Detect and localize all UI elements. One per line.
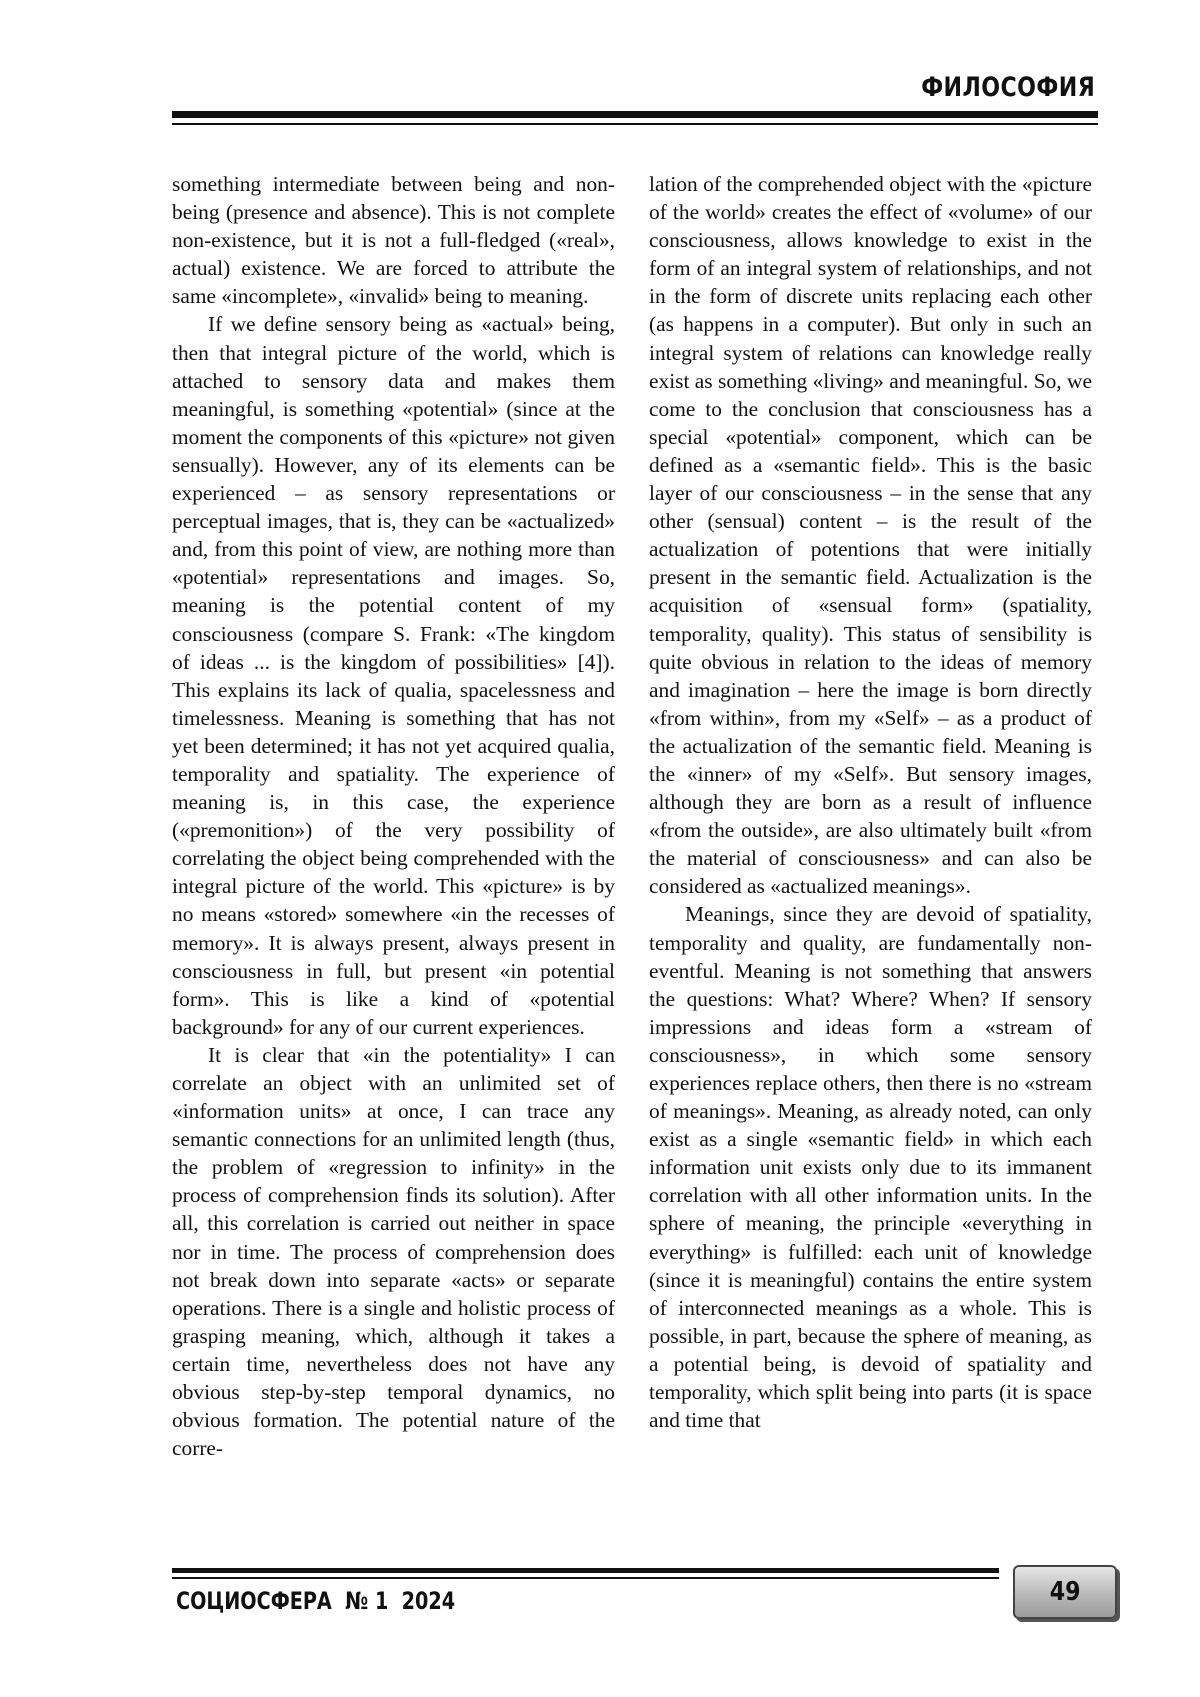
paragraph: If we define sensory being as «actual» being, then that integral picture of the world, which is attached to sensory data and makes them meaningful, is something «potential» (since at the moment the components of this «picture» not given sensually). However, any of its elements can be experienced – as sensory representations or perceptual images, that is, they can be «actualized» and, from this point of view, are nothing more than «potential» representations and images. So, meaning is the potential content of my consciousness (compare S. Frank: «The kingdom of ideas ... is the kingdom of possibilities» [4]). This explains its lack of qualia, spacelessness and timelessness. Meaning is something that has not yet been determined; it has not yet acquired qualia, temporality and spatiality. The experience of meaning is, in this case, the experience («premonition») of the very possibility of correlating the object being comprehended with the integral picture of the world. This «picture» is by no means «stored» somewhere «in the recesses of memory». It is always present, always present in consciousness in full, but present «in potential form». This is like a kind of «potential background» for any of our current experiences. xyxy=(172,312,615,1039)
footer-rule xyxy=(172,1568,999,1573)
text-column-left xyxy=(172,170,615,1462)
page-number-tab xyxy=(1013,1565,1117,1619)
page-number: 49 xyxy=(1049,1577,1081,1607)
journal-issue-label: СОЦИОСФЕРА № 1 2024 xyxy=(176,1587,456,1615)
text-column-right xyxy=(649,170,1092,1434)
section-title: ФИЛОСОФИЯ xyxy=(921,72,1095,103)
paragraph: Meanings, since they are devoid of spatiality, temporality and quality, are fundamentally non-eventful. Meaning is not something that answers the questions: What? Where? When? If sensory impressions and ideas form a «stream of consciousness», in which some sensory experiences replace others, then there is no «stream of meanings». Meaning, as already noted, can only exist as a single «semantic field» in which each information unit exists only due to its immanent correlation with all other information units. In the sphere of meaning, the principle «everything in everything» is fulfilled: each unit of knowledge (since it is meaningful) contains the entire system of interconnected meanings as a whole. This is possible, in part, because the sphere of meaning, as a potential being, is devoid of spatiality and temporality, which split being into parts (it is space and time that xyxy=(649,902,1092,1433)
footer-rule-thin xyxy=(172,1577,999,1579)
header-rule xyxy=(172,111,1098,118)
paragraph: It is clear that «in the potentiality» I can correlate an object with an unlimited set of «information units» at once, I can trace any semantic connections for an unlimited length (thus, the problem of «regression to infinity» in the process of comprehension finds its solution). After all, this correlation is carried out neither in space nor in time. The process of comprehension does not break down into separate «acts» or separate operations. There is a single and holistic process of grasping meaning, which, although it takes a certain time, nevertheless does not have any obvious step-by-step temporal dynamics, no obvious formation. The potential nature of the corre- xyxy=(172,1042,615,1461)
header-rule-thin xyxy=(172,123,1098,125)
paragraph: something intermediate between being and non-being (presence and absence). This is not complete non-existence, but it is not a full-fledged («real», actual) existence. We are forced to attribute the same «incomplete», «invalid» being to meaning. xyxy=(172,172,615,309)
paragraph: lation of the comprehended object with the «picture of the world» creates the effect of «volume» of our consciousness, allows knowledge to exist in the form of an integral system of relationships, and not in the form of discrete units replacing each other (as happens in a computer). But only in such an integral system of relations can knowledge really exist as something «living» and meaningful. So, we come to the conclusion that consciousness has a special «potential» component, which can be defined as a «semantic field». This is the basic layer of our consciousness – in the sense that any other (sensual) content – is the result of the actualization of potentions that were initially present in the semantic field. Actualization is the acquisition of «sensual form» (spatiality, temporality, quality). This status of sensibility is quite obvious in relation to the ideas of memory and imagination – here the image is born directly «from within», from my «Self» – as a product of the actualization of the semantic field. Meaning is the «inner» of my «Self». But sensory images, although they are born as a result of influence «from the outside», are also ultimately built «from the material of consciousness» and can also be considered as «actualized meanings». xyxy=(649,172,1092,899)
